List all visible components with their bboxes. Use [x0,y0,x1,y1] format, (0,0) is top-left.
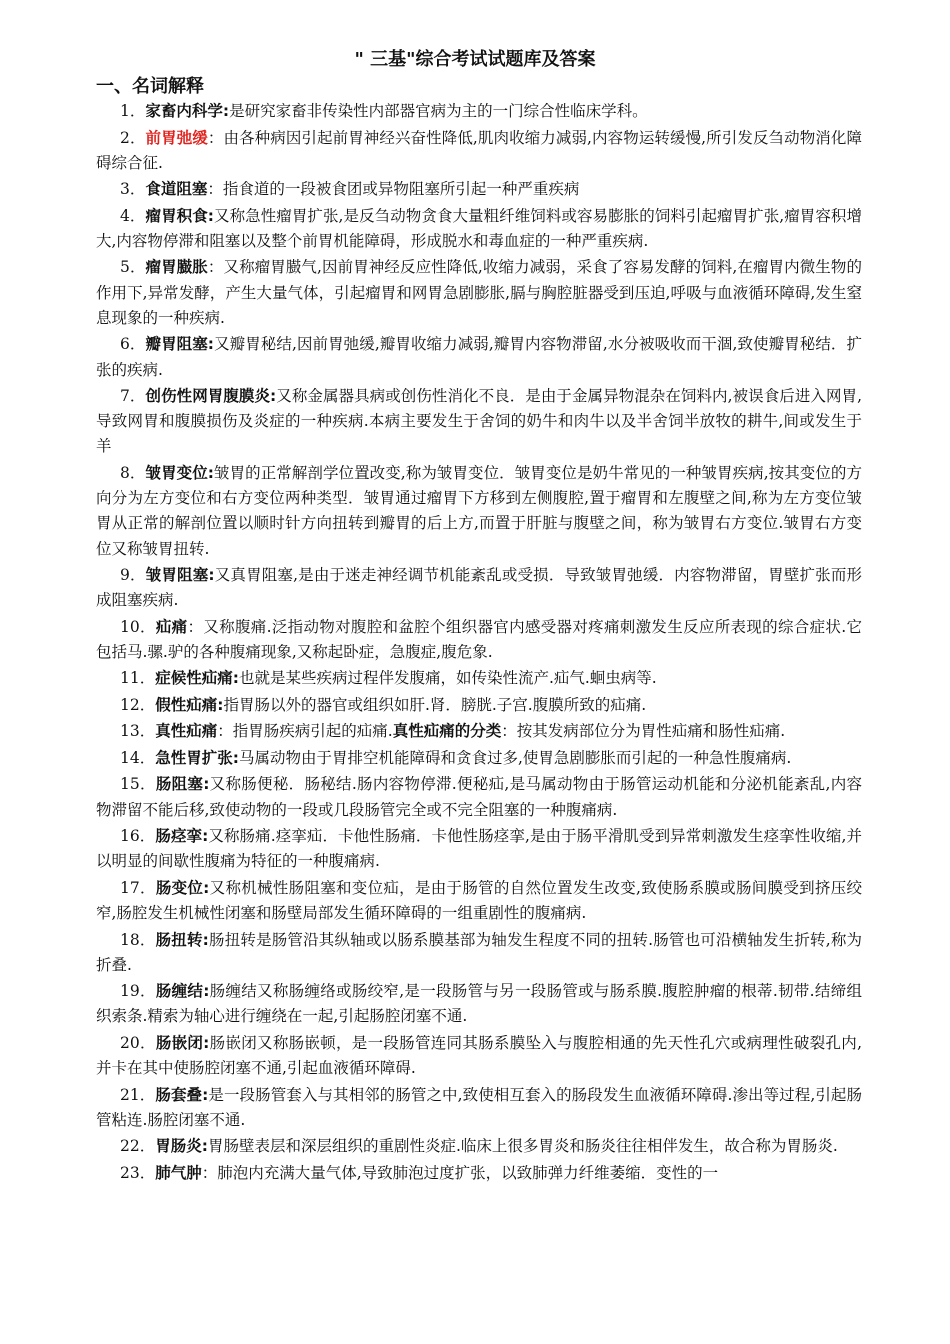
entry-term: 胃肠炎: [155,1137,208,1156]
entry-number: 21． [120,1085,156,1104]
entry-subdefinition: ：按其发病部位分为胃性疝痛和肠性疝痛. [501,722,786,741]
definition-entry [96,1161,862,1186]
entry-term: 肺气肿 [155,1163,202,1182]
entry-number: 13． [120,722,156,741]
entry-definition: 肠扭转是肠管沿其纵轴或以肠系膜基部为轴发生程度不同的扭转.肠管也可沿横轴发生折转,称为折叠. [96,930,862,974]
definition-entry [96,666,862,691]
entry-definition: ：又称腹痛.泛指动物对腹腔和盆腔个组织器官内感受器对疼痛刺激发生反应所表现的综合症状.它包括马.骡.驴的各种腹痛现象,又称起卧症，急腹症,腹危象. [96,617,862,661]
entry-definition: ：指胃肠疾病引起的疝痛. [217,722,393,741]
document-title: " 三基"综合考试试题库及答案 [354,49,596,70]
entry-number: 20． [120,1033,156,1052]
entry-term: 肠痉挛: [155,827,209,846]
entry-number: 17． [120,878,156,897]
definition-entry [96,332,862,382]
entry-definition: 是研究家畜非传染性内部器官病为主的一门综合性临床学科。 [229,102,648,120]
entry-definition: 又称急性瘤胃扩张,是反刍动物贪食大量粗纤维饲料或容易膨胀的饲料引起瘤胃扩张,瘤胃容积增大,内容物停滞和阻塞以及整个前胃机能障碍，形成脱水和毒血症的一种严重疾病. [96,206,862,250]
definition-entry [96,255,862,331]
definition-entry [96,746,862,771]
entry-term: 家畜内科学: [145,102,230,120]
entry-number: 1． [120,102,146,120]
entry-number: 10． [120,617,156,636]
entry-definition: ：又称瘤胃臌气,因前胃神经反应性降低,收缩力减弱，采食了容易发酵的饲料,在瘤胃内微生物的作用下,异常发酵，产生大量气体，引起瘤胃和网胃急剧膨胀,膈与胸腔脏器受到压迫,呼吸与血液循环障碍,发生窒息现象的一种疾病. [96,258,862,327]
entry-definition: ：指食道的一段被食团或异物阻塞所引起一种严重疾病 [207,180,580,199]
entry-term: 皱胃阻塞: [145,566,215,585]
definition-entry [96,615,862,665]
entry-number: 3． [120,180,146,199]
entry-term: 疝痛 [155,617,188,636]
definition-entry [96,563,862,613]
entry-number: 15． [120,775,156,794]
definition-entry [96,99,862,124]
entry-definition: ：肺泡内充满大量气体,导致肺泡过度扩张，以致肺弹力纤维萎缩．变性的一 [201,1163,719,1182]
entry-definition: 又称肠便秘．肠秘结.肠内容物停滞.便秘疝,是马属动物由于肠管运动机能和分泌机能紊乱,内容物滞留不能后移,致使动物的一段或几段肠管完全或不完全阻塞的一种腹痛病. [96,775,862,819]
entry-term: 肠套叠: [155,1085,209,1104]
definition-entry [96,1134,862,1159]
entry-definition: 皱胃的正常解剖学位置改变,称为皱胃变位．皱胃变位是奶牛常见的一种皱胃疾病,按其变位的方向分为左方变位和右方变位两种类型．皱胃通过瘤胃下方移到左侧腹腔,置于瘤胃和左腹壁之间,称为左方变位皱胃从正常的解剖位置以顺时针方向扭转到瓣胃的后上方,而置于肝脏与腹壁之间，称为皱胃右方变位.皱胃右方变位又称皱胃扭转. [96,463,862,558]
entry-definition: 又瓣胃秘结,因前胃弛缓,瓣胃收缩力减弱,瓣胃内容物滞留,水分被吸收而干涸,致使瓣胃秘结．扩张的疾病. [96,335,862,379]
entry-definition: 马属动物由于胃排空机能障碍和贪食过多,使胃急剧膨胀而引起的一种急性腹痛病. [238,748,792,767]
entry-term: 肠缠结: [155,982,210,1001]
entry-definition: 肠嵌闭又称肠嵌顿，是一段肠管连同其肠系膜坠入与腹腔相通的先天性孔穴或病理性破裂孔内,并卡在其中使肠腔闭塞不通,引起血液循环障碍. [96,1033,862,1078]
entry-term: 瓣胃阻塞: [145,335,215,354]
entry-definition: 又真胃阻塞,是由于迷走神经调节机能紊乱或受损．导致皱胃弛缓．内容物滞留，胃壁扩张而形成阻塞疾病. [96,566,862,610]
entry-term: 肠扭转: [155,930,209,949]
definition-entry [96,384,862,460]
entry-term: 皱胃变位: [145,463,214,482]
entry-definition: 又称肠痛.痉挛疝．卡他性肠痛．卡他性肠痉挛,是由于肠平滑肌受到异常刺激发生痉挛性收缩,并以明显的间歇性腹痛为特征的一种腹痛病. [96,827,862,871]
definition-entry [96,719,862,744]
entry-definition: 又称金属器具病或创伤性消化不良．是由于金属异物混杂在饲料内,被误食后进入网胃,导致网胃和腹膜损伤及炎症的一种疾病.本病主要发生于舍饲的奶牛和肉牛以及半舍饲半放牧的耕牛,间或发生于羊 [96,387,862,456]
definition-entry [96,772,862,822]
entry-number: 19． [120,982,156,1001]
entry-subterm: 真性疝痛的分类 [392,722,502,741]
entry-number: 22． [120,1137,156,1156]
definition-entry [96,461,862,562]
entry-number: 18． [120,930,156,949]
entry-term: 肠嵌闭: [155,1033,210,1052]
entry-term: 肠阻塞: [155,775,210,794]
entry-number: 4． [120,206,146,225]
entry-term: 瘤胃积食: [145,206,214,225]
entry-number: 6． [120,335,146,354]
entry-definition: 肠缠结又称肠缠络或肠绞窄,是一段肠管与另一段肠管或与肠系膜.腹腔肿瘤的根蒂.韧带.结缔组织索条.精索为轴心进行缠绕在一起,引起肠腔闭塞不通. [96,982,862,1026]
entry-term: 假性疝痛: [155,695,224,714]
entry-number: 14． [120,748,156,767]
definition-list [96,99,862,1187]
definition-entry [96,1083,862,1133]
entry-number: 2． [120,128,146,147]
definition-entry [96,693,862,718]
definition-entry [96,1031,862,1081]
entry-definition: 也就是某些疾病过程伴发腹痛，如传染性流产.疝气.蛔虫病等. [238,669,657,688]
entry-number: 12． [120,695,156,714]
entry-term: 瘤胃臌胀 [145,258,208,277]
entry-term: 前胃弛缓 [145,128,208,147]
entry-number: 7． [120,387,146,406]
entry-number: 5． [120,258,146,277]
entry-term: 急性胃扩张: [155,748,239,767]
entry-term: 食道阻塞 [145,180,208,199]
entry-number: 11． [120,669,156,688]
entry-definition: 指胃肠以外的器官或组织如肝.肾．膀胱.子宫.腹膜所致的疝痛. [223,695,647,714]
entry-term: 真性疝痛 [155,722,218,741]
entry-definition: 又称机械性肠阻塞和变位疝，是由于肠管的自然位置发生改变,致使肠系膜或肠间膜受到挤压绞窄,肠腔发生机械性闭塞和肠壁局部发生循环障碍的一组重剧性的腹痛病. [96,878,862,923]
entry-term: 创伤性网胃腹膜炎: [145,387,277,406]
entry-term: 肠变位: [155,878,210,897]
section-heading: 一、名词解释 [96,76,204,97]
definition-entry [96,126,862,176]
entry-number: 16． [120,827,156,846]
definition-entry [96,177,862,202]
definition-entry [96,204,862,254]
entry-definition: ：由各种病因引起前胃神经兴奋性降低,肌肉收缩力减弱,内容物运转缓慢,所引发反刍动物消化障碍综合征. [96,128,862,172]
definition-entry [96,979,862,1029]
definition-entry [96,824,862,874]
entry-number: 23． [120,1163,156,1182]
entry-definition: 胃肠壁表层和深层组织的重剧性炎症.临床上很多胃炎和肠炎往往相伴发生，故合称为胃肠炎. [207,1137,838,1156]
definition-entry [96,928,862,978]
entry-number: 9． [120,566,146,585]
entry-term: 症候性疝痛: [155,669,239,688]
definition-entry [96,876,862,926]
entry-number: 8． [120,463,146,482]
entry-definition: 是一段肠管套入与其相邻的肠管之中,致使相互套入的肠段发生血液循环障碍.渗出等过程,引起肠管粘连.肠腔闭塞不通. [96,1085,862,1129]
